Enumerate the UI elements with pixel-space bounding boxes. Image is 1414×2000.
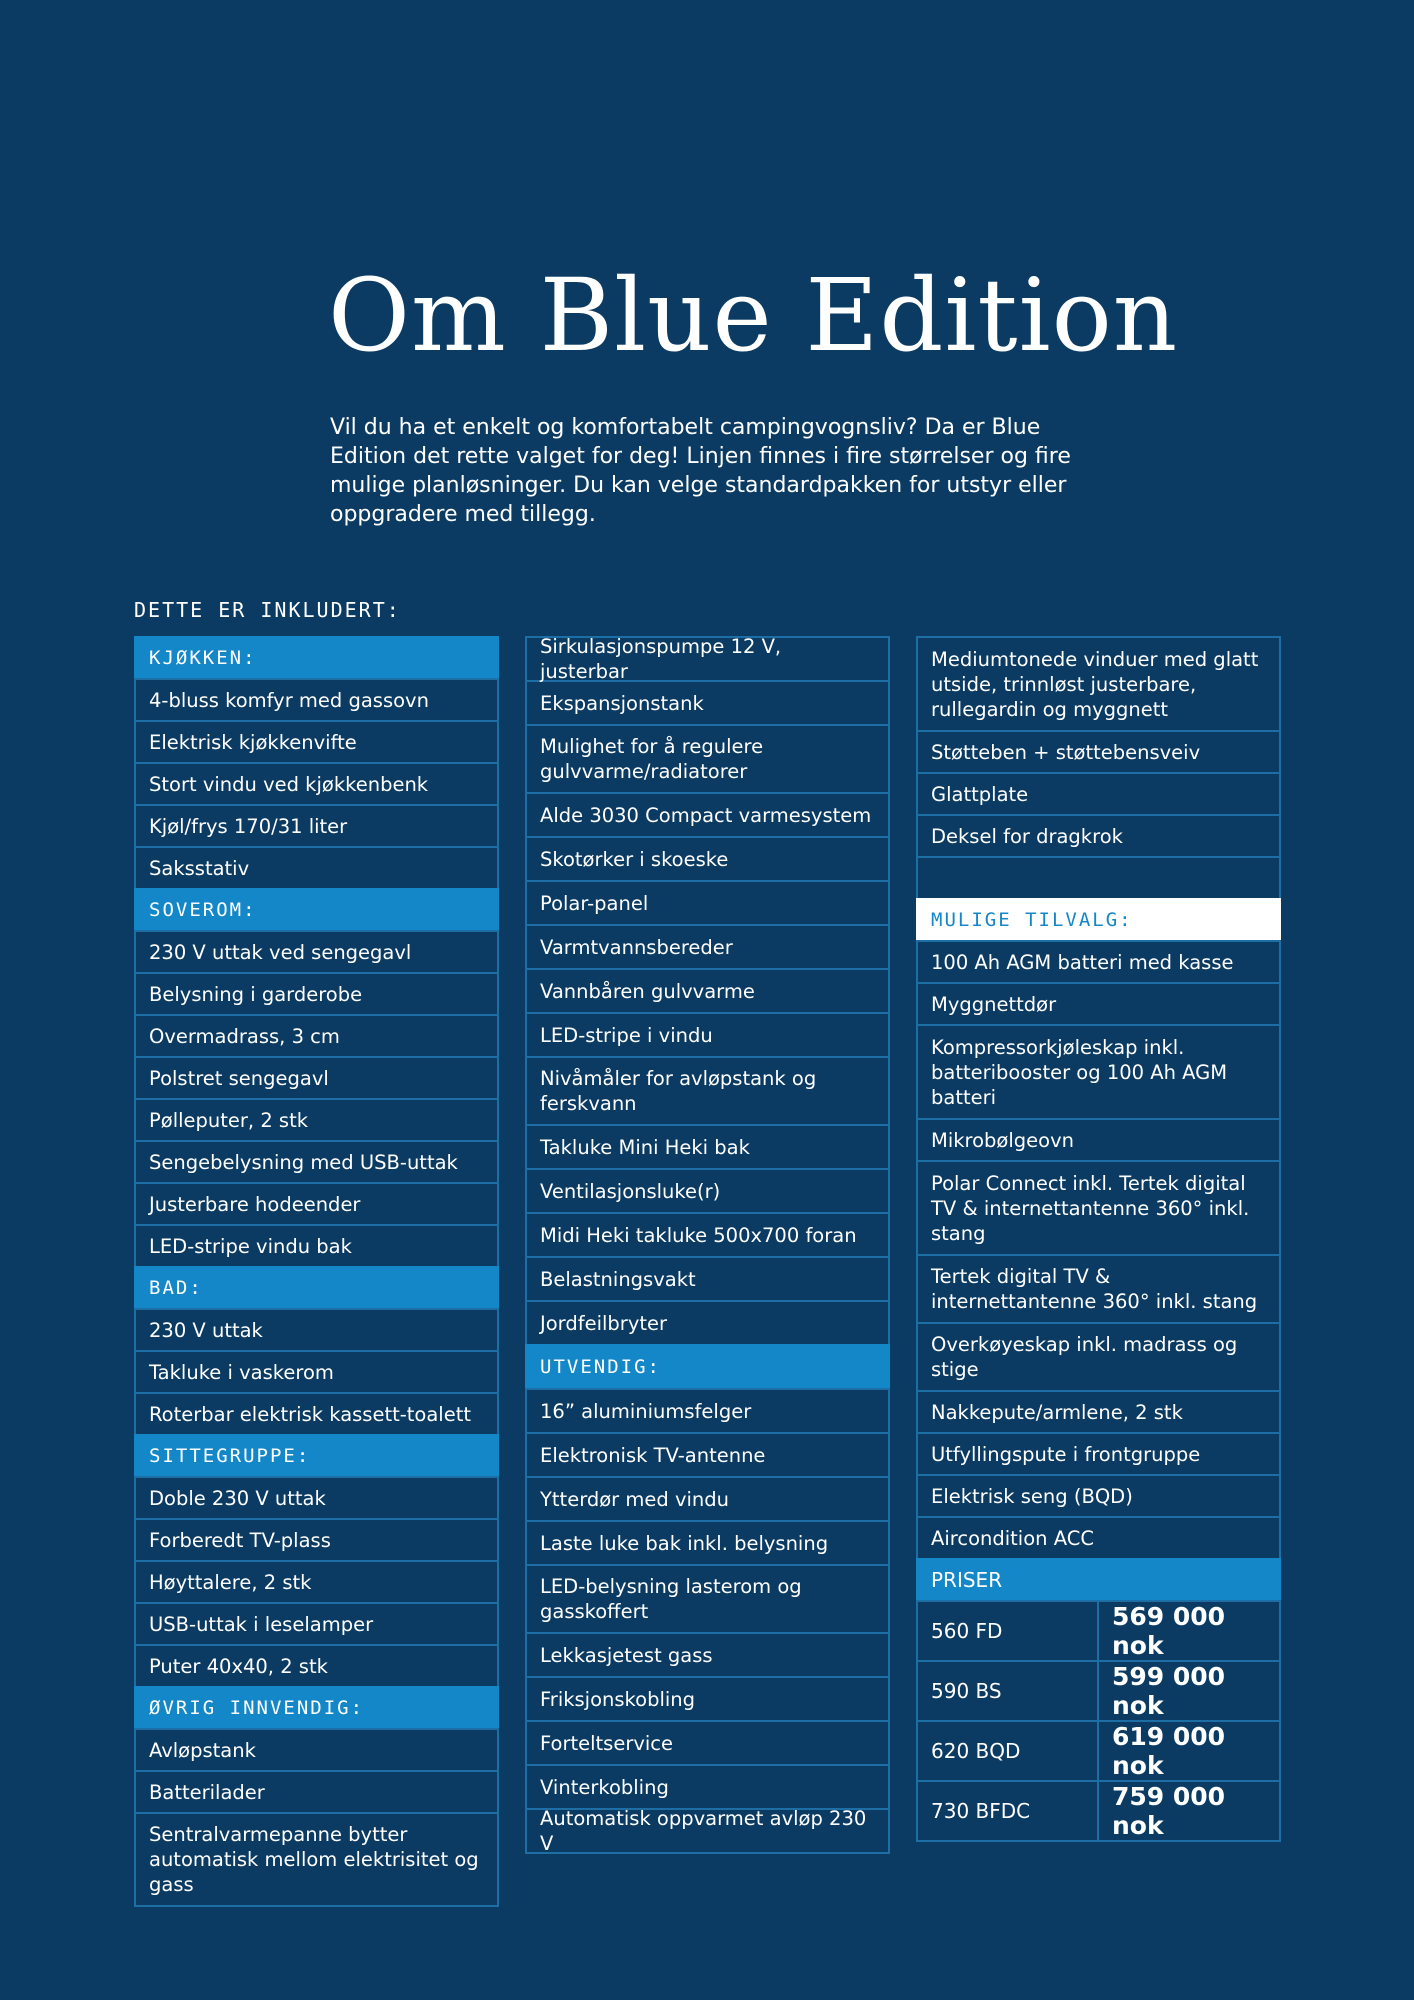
intro-paragraph: Vil du ha et enkelt og komfortabelt campingvognsliv? Da er Blue Edition det rette valget for deg! Linjen finnes i fire størrelser og fire mulige planløsninger. Du kan velge standardpakken for utstyr eller oppgradere med tillegg.: [330, 415, 1071, 527]
price-row: [916, 1780, 1281, 1842]
equipment-item: Høyttalere, 2 stk: [134, 1560, 499, 1604]
equipment-item: Takluke i vaskerom: [134, 1350, 499, 1394]
equipment-item: Belysning i garderobe: [134, 972, 499, 1016]
equipment-item: Mikrobølgeovn: [916, 1118, 1281, 1162]
equipment-column-1: [134, 636, 499, 1907]
equipment-item: LED-stripe vindu bak: [134, 1224, 499, 1268]
equipment-item: 100 Ah AGM batteri med kasse: [916, 940, 1281, 984]
equipment-item: Kompressorkjøleskap inkl. batteribooster og 100 Ah AGM batteri: [916, 1024, 1281, 1120]
equipment-item: Polstret sengegavl: [134, 1056, 499, 1100]
section-header: MULIGE TILVALG:: [916, 898, 1281, 942]
equipment-item: Elektrisk seng (BQD): [916, 1474, 1281, 1518]
equipment-item: Myggnettdør: [916, 982, 1281, 1026]
equipment-item: Sengebelysning med USB-uttak: [134, 1140, 499, 1184]
model-price: 619 000 nok: [1099, 1720, 1281, 1782]
model-name: 620 BQD: [916, 1720, 1099, 1782]
equipment-item: Vinterkobling: [525, 1764, 890, 1810]
equipment-item: [916, 856, 1281, 900]
equipment-column-2: [525, 636, 890, 1854]
model-price: 569 000 nok: [1099, 1600, 1281, 1662]
equipment-item: Elektronisk TV-antenne: [525, 1432, 890, 1478]
equipment-item: LED-stripe i vindu: [525, 1012, 890, 1058]
equipment-item: Saksstativ: [134, 846, 499, 890]
equipment-item: Vannbåren gulvvarme: [525, 968, 890, 1014]
equipment-item: Nivåmåler for avløpstank og ferskvann: [525, 1056, 890, 1126]
model-name: 590 BS: [916, 1660, 1099, 1722]
equipment-item: Skotørker i skoeske: [525, 836, 890, 882]
equipment-item: USB-uttak i leselamper: [134, 1602, 499, 1646]
equipment-item: 4-bluss komfyr med gassovn: [134, 678, 499, 722]
section-header: KJØKKEN:: [134, 636, 499, 680]
equipment-item: Mulighet for å regulere gulvvarme/radiatorer: [525, 724, 890, 794]
equipment-item: LED-belysning lasterom og gasskoffert: [525, 1564, 890, 1634]
equipment-item: Varmtvannsbereder: [525, 924, 890, 970]
equipment-item: Forteltservice: [525, 1720, 890, 1766]
equipment-column-3: [916, 636, 1281, 1842]
equipment-item: Doble 230 V uttak: [134, 1476, 499, 1520]
section-header: SITTEGRUPPE:: [134, 1434, 499, 1478]
model-name: 560 FD: [916, 1600, 1099, 1662]
model-name: 730 BFDC: [916, 1780, 1099, 1842]
equipment-item: Polar Connect inkl. Tertek digital TV & internettantenne 360° inkl. stang: [916, 1160, 1281, 1256]
equipment-item: 16” aluminiumsfelger: [525, 1388, 890, 1434]
equipment-item: Støtteben + støttebensveiv: [916, 730, 1281, 774]
equipment-item: Justerbare hodeender: [134, 1182, 499, 1226]
equipment-item: Alde 3030 Compact varmesystem: [525, 792, 890, 838]
equipment-item: Lekkasjetest gass: [525, 1632, 890, 1678]
equipment-item: Pølleputer, 2 stk: [134, 1098, 499, 1142]
equipment-item: Nakkepute/armlene, 2 stk: [916, 1390, 1281, 1434]
price-row: [916, 1600, 1281, 1662]
equipment-item: Midi Heki takluke 500x700 foran: [525, 1212, 890, 1258]
included-label: DETTE ER INKLUDERT:: [134, 598, 401, 622]
equipment-item: Puter 40x40, 2 stk: [134, 1644, 499, 1688]
equipment-item: Batterilader: [134, 1770, 499, 1814]
equipment-item: Elektrisk kjøkkenvifte: [134, 720, 499, 764]
equipment-item: Polar-panel: [525, 880, 890, 926]
section-header: BAD:: [134, 1266, 499, 1310]
section-header: PRISER: [916, 1558, 1281, 1602]
equipment-item: Stort vindu ved kjøkkenbenk: [134, 762, 499, 806]
model-price: 599 000 nok: [1099, 1660, 1281, 1722]
equipment-item: Avløpstank: [134, 1728, 499, 1772]
equipment-item: Sentralvarmepanne bytter automatisk mellom elektrisitet og gass: [134, 1812, 499, 1907]
equipment-item: Belastningsvakt: [525, 1256, 890, 1302]
equipment-item: Roterbar elektrisk kassett-toalett: [134, 1392, 499, 1436]
section-header: SOVEROM:: [134, 888, 499, 932]
page-title: Om Blue Edition: [328, 257, 1179, 374]
equipment-item: Ytterdør med vindu: [525, 1476, 890, 1522]
equipment-item: Ventilasjonsluke(r): [525, 1168, 890, 1214]
equipment-item: Kjøl/frys 170/31 liter: [134, 804, 499, 848]
equipment-item: Utfyllingspute i frontgruppe: [916, 1432, 1281, 1476]
equipment-item: Forberedt TV-plass: [134, 1518, 499, 1562]
equipment-item: Sirkulasjonspumpe 12 V, justerbar: [525, 636, 890, 682]
equipment-item: Mediumtonede vinduer med glatt utside, trinnløst justerbare, rullegardin og myggnett: [916, 636, 1281, 732]
equipment-item: Overmadrass, 3 cm: [134, 1014, 499, 1058]
equipment-item: Deksel for dragkrok: [916, 814, 1281, 858]
equipment-item: Jordfeilbryter: [525, 1300, 890, 1346]
equipment-item: Automatisk oppvarmet avløp 230 V: [525, 1808, 890, 1854]
equipment-item: Laste luke bak inkl. belysning: [525, 1520, 890, 1566]
equipment-item: Takluke Mini Heki bak: [525, 1124, 890, 1170]
equipment-item: Friksjonskobling: [525, 1676, 890, 1722]
section-header: ØVRIG INNVENDIG:: [134, 1686, 499, 1730]
equipment-item: 230 V uttak: [134, 1308, 499, 1352]
equipment-item: 230 V uttak ved sengegavl: [134, 930, 499, 974]
price-row: [916, 1720, 1281, 1782]
equipment-item: Aircondition ACC: [916, 1516, 1281, 1560]
model-price: 759 000 nok: [1099, 1780, 1281, 1842]
price-row: [916, 1660, 1281, 1722]
equipment-item: Overkøyeskap inkl. madrass og stige: [916, 1322, 1281, 1392]
equipment-item: Tertek digital TV & internettantenne 360° inkl. stang: [916, 1254, 1281, 1324]
equipment-item: Glattplate: [916, 772, 1281, 816]
equipment-item: Ekspansjonstank: [525, 680, 890, 726]
section-header: UTVENDIG:: [525, 1344, 890, 1390]
